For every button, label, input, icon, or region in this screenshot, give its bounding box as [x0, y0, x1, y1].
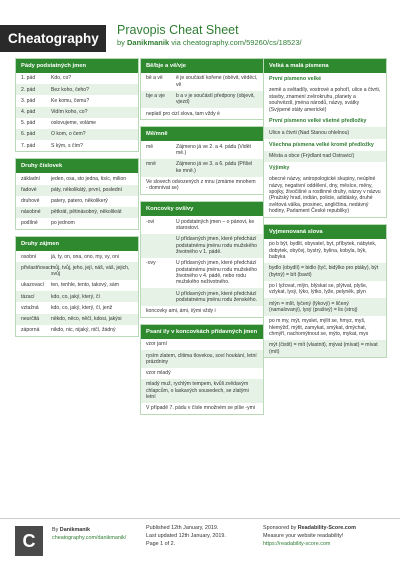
section-heading: Druhy číslovek — [16, 159, 138, 173]
section-bevje — [140, 58, 264, 120]
section-heading: Vyjmenovaná slova — [264, 225, 386, 239]
table-row: druhové patery, patero, několikerý — [21, 198, 108, 205]
sheet-url-link[interactable]: cheatography.com/59260/cs/18523/ — [182, 38, 302, 47]
page-header — [0, 0, 400, 52]
table-row: vztažná kdo, co, jaký, který, čí, jenž — [21, 304, 113, 311]
example-text: mladý muž, rychlým tempem, kvůli zvědavým chlapcům, o laskavých sousedech, se zlatými letní — [141, 379, 263, 403]
section-heading: Psaní i/y v koncovkách přídavných jmen — [141, 325, 263, 339]
sponsor-text: Measure your website readability! — [263, 533, 344, 539]
page-title: Pravopis Cheat Sheet — [117, 23, 239, 37]
table-row: přivlastňovací můj, tvůj, jeho, její, náš, váš, jejich, svůj — [16, 262, 138, 280]
byline: by Danikmanik via cheatography.com/59260/cs/18523/ — [117, 38, 302, 47]
table-row: -ovy U přídavných jmen, které předchází podstatnému jménu rodu mužského životného v 4. pádě, nebo rodu mužského neživotného. — [146, 260, 257, 286]
sponsor-url[interactable]: https://readability-score.com — [263, 541, 331, 547]
table-row: bje a vje b a v je součástí předpony (objevit, vjezd) — [141, 91, 263, 109]
body-text: po m my, mýt, myslet, mýlit se, hmyz, myš, hlemýžď, mýtit, zamykat, smýkat, dmýchat, chmýří, nachomýtnout se, mýto, mykat, mys — [269, 318, 369, 337]
footer-dates — [146, 524, 226, 548]
page-number: Page 1 of 2. — [146, 541, 176, 547]
section-heading: Druhy zájmen — [16, 237, 138, 251]
table-row: 2. pád Bez koho, čeho? — [16, 84, 138, 95]
updated-date: Last updated 12th January, 2019. — [146, 533, 226, 539]
section-psani — [140, 324, 264, 415]
cheatography-logo[interactable]: Cheatography — [0, 25, 106, 52]
section-koncovky — [140, 201, 264, 318]
table-row: bě a vě ě je součástí kořene (oběvit, věděcí, vě — [146, 75, 258, 88]
section-velka — [263, 58, 387, 218]
section-heading: Velká a malá písmena — [264, 59, 386, 73]
author-avatar[interactable]: C — [15, 526, 43, 556]
section-heading: Bě/bje a vě/vje — [141, 59, 263, 73]
table-row: podílné po jednom — [21, 220, 75, 227]
section-heading: Mě/mně — [141, 127, 263, 141]
footer-author-link[interactable]: Danikmanik — [59, 527, 91, 533]
table-row: řadové páty, několikátý, první, poslední — [16, 185, 138, 196]
example-text: rysím zlatem, clitima tlovekou, soví houkání, letní prázdniny — [141, 350, 263, 368]
table-row: mně Zájmeno já ve 3. a 6. pádu (Přišel ke mně.) — [141, 159, 263, 177]
table-row: mě Zájmeno já ve 2. a 4. pádu (Vidět mě.) — [146, 143, 251, 157]
table-row: 4. pád Vidím koho, co? — [16, 107, 138, 118]
section-pady — [15, 58, 139, 152]
body-text: po b být, bydlit, obyvatel, byt, příbytek, nábytek, dobytek, obyčej, bystrý, bylina, kobyla, býk, babyka — [269, 241, 377, 261]
table-row: 6. pád O kom, o čem? — [16, 129, 138, 140]
table-row: základní jeden, osa, sto jedna, tisíc, milion — [21, 175, 127, 182]
table-row: 5. pád oslovujeme, voláme — [21, 120, 97, 127]
note-text: neplatí pro cizí slova, tam vždy é — [146, 110, 220, 117]
table-row: neurčitá někdo, něco, něčí, kdosi, jakýsi — [16, 314, 138, 325]
sub-heading: První písmeno velké všetné předložky — [269, 118, 367, 125]
sponsor-link[interactable]: Readability-Score.com — [297, 525, 356, 531]
sub-heading: vzor jarní — [146, 341, 167, 348]
footer-author-block: By Danikmanik cheatography.com/danikmanik/ — [52, 527, 127, 541]
section-zajmena — [15, 236, 139, 337]
body-text: Ulice a čtvrti (Nad Stanou ohlelnou) — [264, 127, 386, 138]
published-date: Published 12th January, 2019. — [146, 525, 219, 531]
section-vyjmenovana — [263, 224, 387, 358]
column-3 — [263, 58, 387, 364]
sub-heading: vzor mladý — [146, 370, 171, 377]
footer-sponsor: Sponsored by Readability-Score.com Measure your website readability! https://readability-score.com — [263, 525, 356, 547]
body-text: po l lyžovat, mlýn, blýskat se, plýtvat, plyše, vzlykat, lysý, lýko, lýtko, lyže, pelyněk, plyn — [269, 282, 368, 296]
body-text: bydlo (obydlí) = bidlo (tyč, bidýlko pro ptáky), být (bytný) = bít (bavit) — [264, 263, 386, 281]
sub-heading: První písmeno velké — [269, 76, 322, 82]
body-text: mýt (čistit) = mít (vlastnit), mývat (mívat) = mívat (mít) — [264, 340, 386, 358]
author-link[interactable]: Danikmanik — [127, 38, 170, 47]
column-1 — [15, 58, 139, 343]
body-text: obecné názvy, antropologické skupiny, neúplné názvy, negativní oddělení, dny, měsíce, měny, spojky, živočišné a rostlinné druhy, názvy v názvu (Pražský hrad, indián, policie, adidásky, druhé světová válka, prosinec, angličtina, nedávný hodiny, Parlament České republiky) — [269, 176, 381, 215]
body-text: země a světadíly, vostrové a pohoří, ulice a čtvrti, stavby, znamení zvěrokruhu, planety a souhvězdí, jména národů, názvy, svátky (Svýpené státy americké) — [269, 87, 381, 113]
table-row: U přídavných jmen, které předchází podstatnému jménu rodu mužského životného v 1. pádě. — [141, 234, 263, 258]
table-row: tázací kdo, co, jaký, který, čí — [16, 291, 138, 302]
column-2 — [140, 58, 264, 421]
table-row: 3. pád Ke komu, čemu? — [21, 97, 90, 104]
section-mekce — [140, 126, 264, 195]
table-row: U přídavných jmen, které předchází podstatnému jménu rodu ženského. — [141, 288, 263, 306]
table-row: 7. pád S kým, s čím? — [21, 142, 83, 149]
section-heading: Pády podstatných jmen — [16, 59, 138, 73]
table-row: osobní já, ty, on, ona, ono, my, vy, oni — [21, 253, 119, 260]
body-text: mlýn = mlít, lyčený (lýkový) = ličený (namalovaný), lysý (prašivý) = lis (stroj) — [264, 298, 386, 316]
table-row: záporná nikdo, nic, nijaký, ničí, žádný — [21, 327, 116, 334]
table-row: 1. pád Kdo, co? — [21, 75, 72, 82]
body-text: Města a obce (Frýdlant nad Ostravicí) — [264, 151, 386, 162]
table-row: ukazovací ten, tenhle, tento, takový, sám — [21, 282, 119, 289]
footer-author-url[interactable]: cheatography.com/danikmanik/ — [52, 535, 127, 541]
table-row: násobné pětkrát, pětinásobný, několikrát — [16, 207, 138, 218]
note-text: V případě 7. pádu v čísle množném se píše -ymi — [146, 405, 256, 412]
table-row: -ovi U podstatných jmen – o pánovi, ke starostovi. — [146, 218, 255, 231]
sub-heading: Výjimky — [269, 164, 290, 171]
section-heading: Koncovky ovšívy — [141, 202, 263, 216]
note-text: koncovky ami, ámi, i/ými vždy i — [146, 308, 216, 315]
sub-heading: Všechna písmena velké kromě předložky — [269, 141, 374, 148]
note-text: Ve slovech odvozených z mnu (zmáme mnohem - domnívat se) — [146, 178, 256, 192]
section-cislovky — [15, 158, 139, 230]
